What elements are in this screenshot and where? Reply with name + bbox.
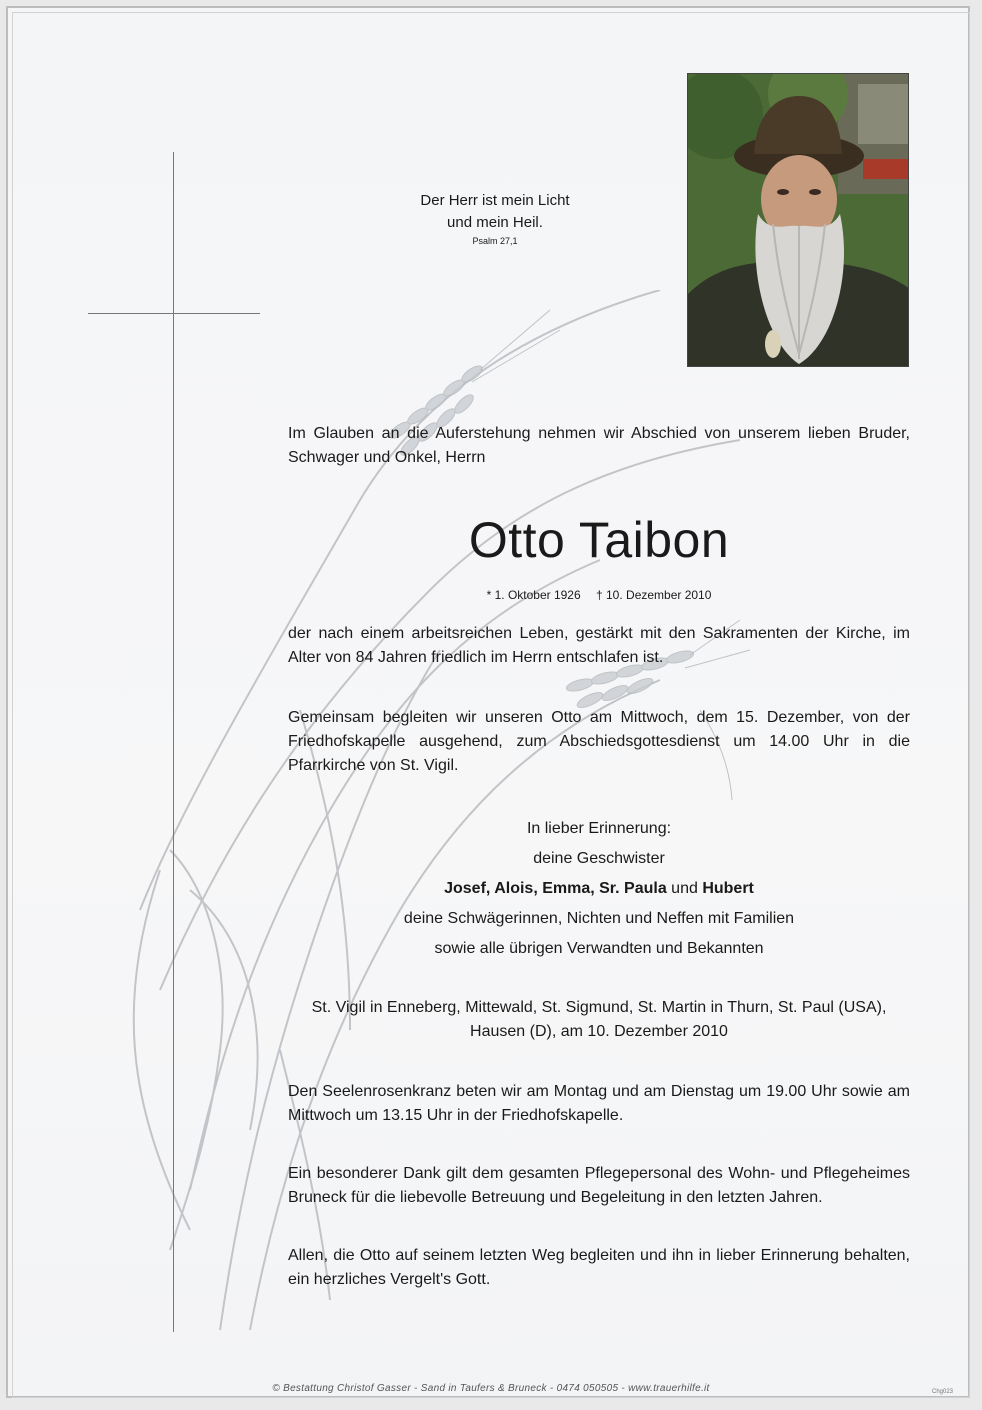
life-dates	[288, 588, 910, 602]
cross-vertical	[173, 152, 174, 1332]
template-code: Chg023	[932, 1389, 954, 1395]
mourners-heading: In lieber Erinnerung:	[526, 820, 672, 837]
rosary-paragraph: Den Seelenrosenkranz beten wir am Montag und am Dienstag um 19.00 Uhr sowie am Mittwoch um 13.15 Uhr in der Friedhofskapelle.	[288, 1083, 910, 1124]
motto-line-2: und mein Heil.	[447, 214, 543, 231]
death-date: † 10. Dezember 2010	[596, 588, 712, 602]
scripture-motto	[370, 190, 620, 248]
cross-horizontal	[88, 313, 260, 314]
in-laws-line: deine Schwägerinnen, Nichten und Neffen mit Familien	[403, 910, 795, 927]
motto-source: Psalm 27,1	[472, 236, 518, 246]
siblings-and: und	[671, 880, 698, 897]
relatives-line: sowie alle übrigen Verwandten und Bekannten	[434, 940, 764, 957]
places-line-1: St. Vigil in Enneberg, Mittewald, St. Sigmund, St. Martin in Thurn, St. Paul (USA),	[311, 999, 887, 1016]
thanks-paragraph: Ein besonderer Dank gilt dem gesamten Pflegepersonal des Wohn- und Pflegeheimes Bruneck für die liebevolle Betreuung und Begeleitung in den letzten Jahren.	[288, 1165, 910, 1206]
closing-paragraph: Allen, die Otto auf seinem letzten Weg begleiten und ihn in lieber Erinnerung behalten, ein herzliches Vergelt's Gott.	[288, 1247, 910, 1288]
siblings-last: Hubert	[702, 880, 754, 897]
siblings-label: deine Geschwister	[533, 850, 665, 867]
funeral-paragraph: Gemeinsam begleiten wir unseren Otto am Mittwoch, dem 15. Dezember, von der Friedhofskapelle ausgehend, zum Abschiedsgottesdienst um 14.00 Uhr in die Pfarrkirche von St. Vigil.	[288, 709, 910, 774]
places-line-2: Hausen (D), am 10. Dezember 2010	[470, 1023, 728, 1040]
siblings-line	[288, 874, 910, 904]
life-paragraph: der nach einem arbeitsreichen Leben, gestärkt mit den Sakramenten der Kirche, im Alter von 84 Jahren friedlich im Herrn entschlafen ist.	[288, 625, 910, 666]
deceased-name: Otto Taibon	[468, 512, 730, 568]
places-block	[288, 996, 910, 1044]
birth-date: * 1. Oktober 1926	[486, 588, 581, 602]
footer-imprint: © Bestattung Christof Gasser - Sand in Taufers & Bruneck - 0474 050505 - www.trauerhilfe.it	[272, 1383, 710, 1394]
portrait-photo	[687, 73, 909, 367]
siblings-names: Josef, Alois, Emma, Sr. Paula	[444, 880, 667, 897]
mourners-block	[288, 814, 910, 964]
intro-paragraph: Im Glauben an die Auferstehung nehmen wir Abschied von unserem lieben Bruder, Schwager und Onkel, Herrn	[288, 425, 910, 466]
motto-line-1: Der Herr ist mein Licht	[420, 192, 570, 209]
